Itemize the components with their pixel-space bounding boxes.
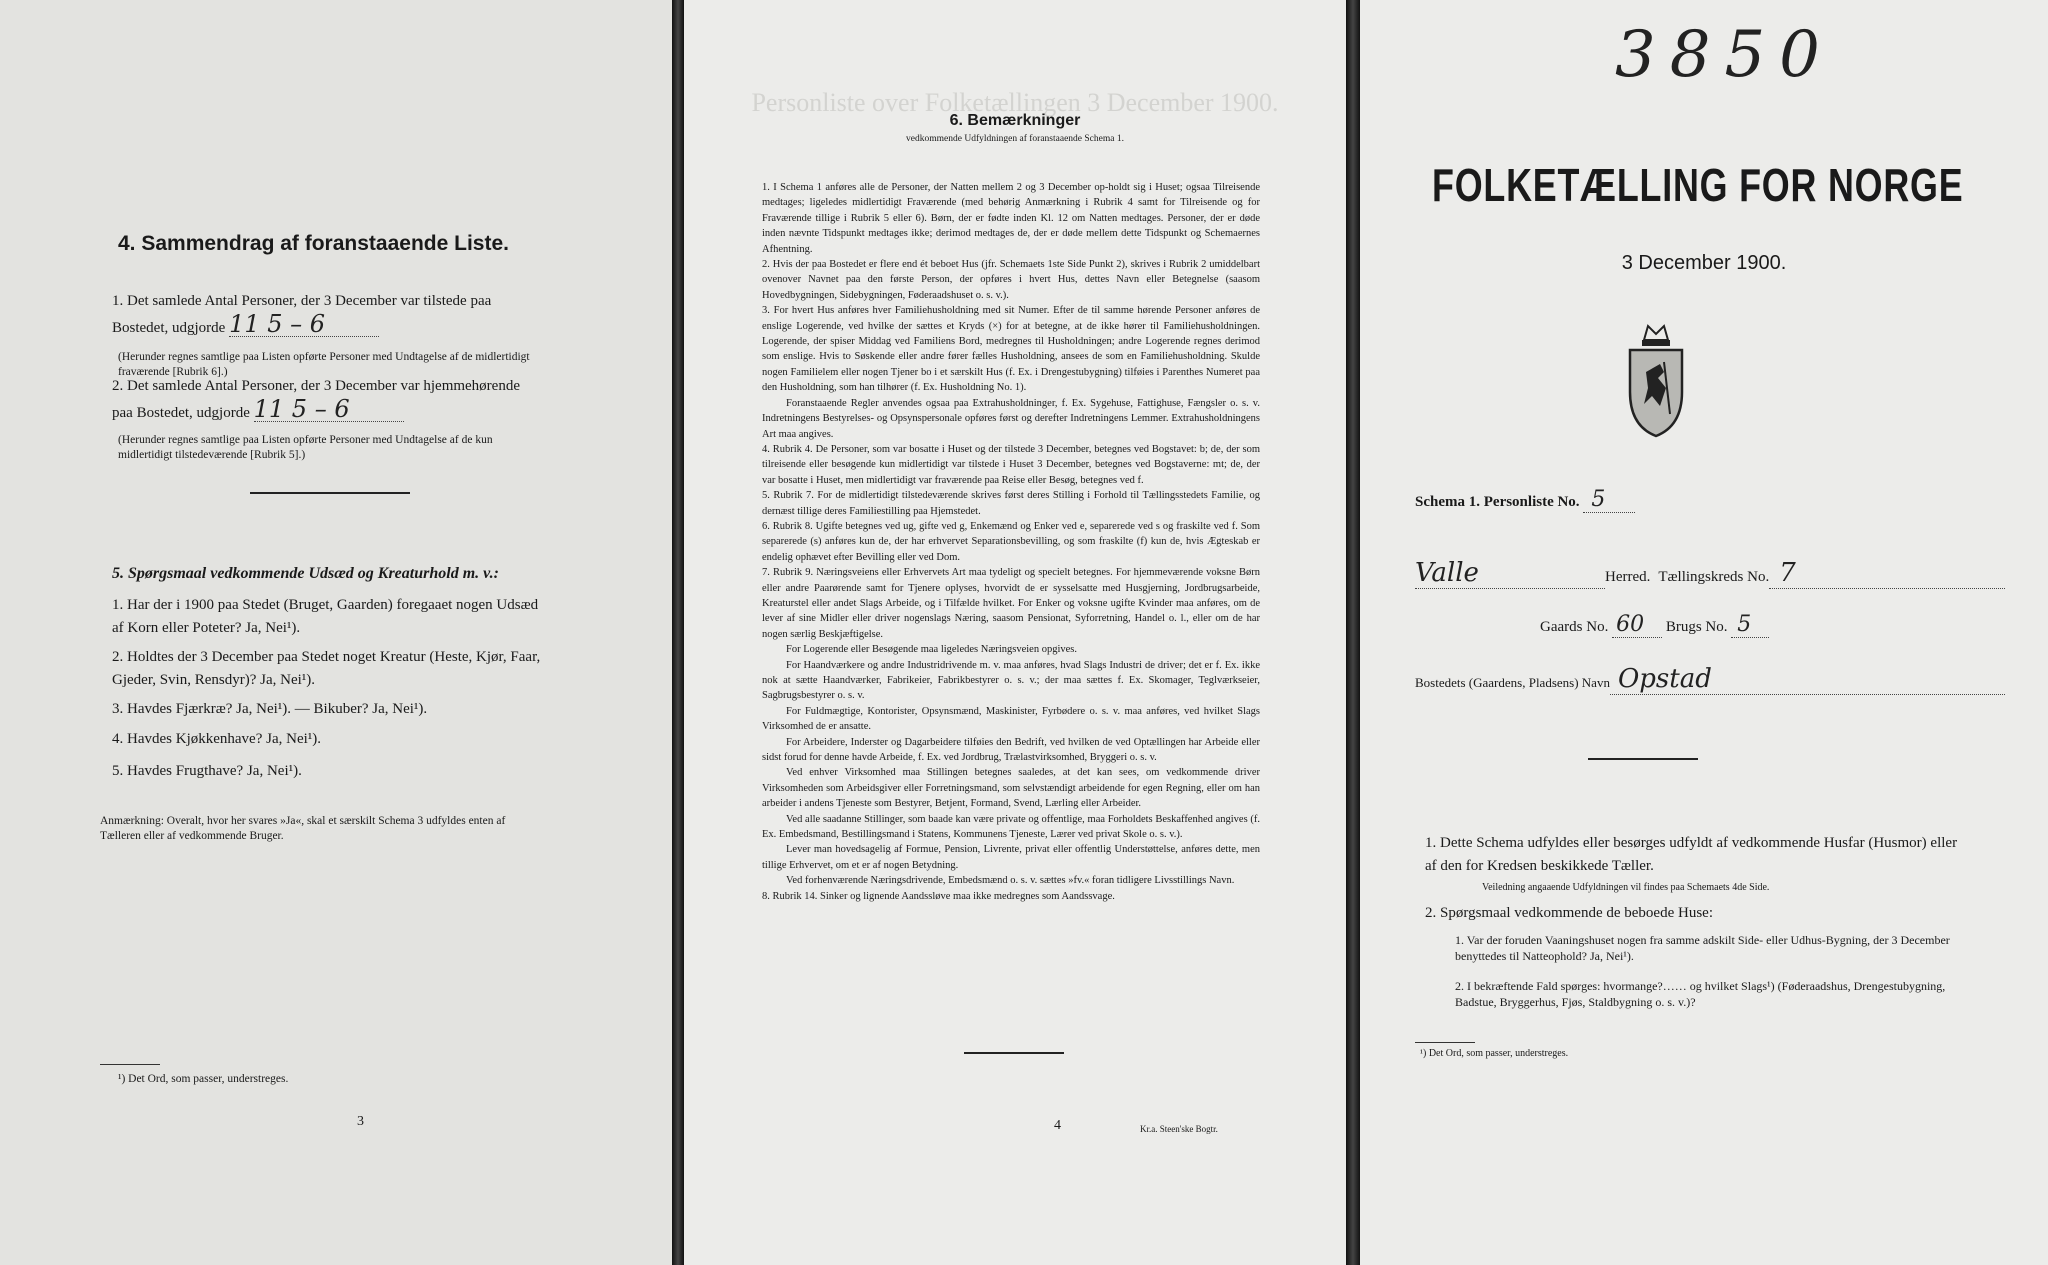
remark-paragraph: Ved forhenværende Næringsdrivende, Embedsmænd o. s. v. sættes »fv.« foran tidligere Livsstillings Navn.: [786, 875, 1235, 887]
archive-number: 3850: [1615, 18, 1834, 92]
divider: [250, 492, 410, 494]
footnote: ¹) Det Ord, som passer, understreges.: [118, 1073, 289, 1085]
page-gutter: [672, 0, 684, 1265]
remark-paragraph: For Haandværkere og andre Industridrivende m. v. maa anføres, hvad Slags Industri de driver; det er f. Ex. ikke nok at sætte Haandværker, Fabrikeier, Fabrikbestyrer o. s. v.; der maa sættes f. Ex. Skomager, Teglværkseier, Sagbrugsbestyrer o. s. v.: [762, 659, 1260, 702]
page-number: 3: [357, 1114, 364, 1129]
question-1: 1. Har der i 1900 paa Stedet (Bruget, Gaarden) foregaaet nogen Udsæd af Korn eller Poteter? Ja, Nei¹).: [112, 597, 539, 636]
question-5: 5. Havdes Frugthave? Ja, Nei¹).: [112, 763, 302, 779]
remark-paragraph: Lever man hovedsagelig af Formue, Pension, Livrente, privat eller offentlig Understøttelse, anføres dette, men tillige Erhvervet, om et er af nogen Betydning.: [762, 844, 1260, 871]
section-5-title: 5. Spørgsmaal vedkommende Udsæd og Kreaturhold m. v.:: [112, 565, 499, 582]
gaards-label: Gaards No.: [1540, 619, 1609, 635]
schema-label: Schema 1. Personliste No.: [1415, 494, 1580, 510]
schema-number: 5: [1583, 487, 1635, 513]
kreds-label: Tællingskreds No.: [1658, 569, 1770, 585]
question-4: 4. Havdes Kjøkkenhave? Ja, Nei¹).: [112, 731, 322, 747]
page-number: 4: [1054, 1118, 1061, 1133]
left-page: [0, 0, 672, 1265]
summary-item-1-value: 11 5 – 6: [229, 313, 379, 337]
divider: [1588, 758, 1698, 760]
footnote-rule: [100, 1064, 160, 1065]
schema-line: [1415, 487, 1635, 512]
remarks-subtitle: vedkommende Udfyldningen af foranstaaende Schema 1.: [906, 134, 1124, 144]
instruction-2-2: 2. I bekræftende Fald spørges: hvormange?…… og hvilket Slags¹) (Føderaadshus, Drengestubygning, Badstue, Bryggerhus, Fjøs, Staldbygning o. s. v.)?: [1455, 979, 1946, 1009]
remark-paragraph: 4. Rubrik 4. De Personer, som var bosatte i Huset og der tilstede 3 December, betegnes ved Bogstavet: b; de, der som tilreisende eller besøgende kun midlertidigt var tilstede i Huset 3 December, betegnes ved Bogstaverne: mt; de, der var bosatte i Huset, men midlertidigt var fraværende paa Reise eller Besøg, betegnes ved f.: [762, 443, 1260, 486]
remark-paragraph: 7. Rubrik 9. Næringsveiens eller Erhvervets Art maa tydeligt og specielt betegnes. For hjemmeværende voksne Børn eller andre Paarørende samt for Tjenere oplyses, hvorvidt de er sysselsatte med Husgjerning, Jordbrugsarbeide, Kreaturstel eller andet Slags Arbeide, og i Tilfælde hvilket. For Enker og voksne ugifte Kvinder maa anføres, om de lever af sine Midler eller driver nogenslags Næring, saasom Pensionat, Syforretning, Handel o. l., eller om de har nogen særlig Beskjæftigelse.: [762, 567, 1260, 640]
brugs-value: 5: [1731, 612, 1769, 638]
herred-value: Valle: [1415, 558, 1605, 589]
herred-label: Herred.: [1605, 569, 1651, 585]
summary-item-1: [112, 290, 537, 340]
page-gutter: [1346, 0, 1360, 1265]
remark-paragraph: For Logerende eller Besøgende maa ligeledes Næringsveien opgives.: [786, 644, 1077, 656]
norway-coat-of-arms-icon: [1624, 322, 1688, 440]
right-page: [1360, 0, 2048, 1265]
remark-paragraph: 5. Rubrik 7. For de midlertidigt tilstedeværende skrives først deres Stilling i Forhold til Tællingsstedets Familie, og dernæst tillige deres Familiestilling paa Hjemstedet.: [762, 490, 1260, 517]
remark-paragraph: 8. Rubrik 14. Sinker og lignende Aandssløve maa ikke medregnes som Aandssvage.: [762, 890, 1115, 902]
kreds-value: 7: [1769, 558, 2005, 589]
instruction-2: 2. Spørgsmaal vedkommende de beboede Huse:: [1425, 905, 1713, 921]
remark-paragraph: 2. Hvis der paa Bostedet er flere end ét beboet Hus (jfr. Schemaets 1ste Side Punkt 2), skrives i Rubrik 2 umiddelbart ovenover Navnet paa den første Person, der opføres i hvert Hus, dettes Navn eller Betegnelse (saasom Hovedbygningen, Sidebygningen, Føderaadshuset o. s. v.).: [762, 259, 1260, 301]
summary-item-2-text: 2. Det samlede Antal Personer, der 3 December var hjemmehørende paa Bostedet, udgjorde: [112, 378, 520, 421]
brugs-label: Brugs No.: [1665, 619, 1728, 635]
remark-paragraph: For Fuldmægtige, Kontorister, Opsynsmænd, Maskinister, Fyrbødere o. s. v. maa anføres, ved hvilket Slags Virksomhed de er ansatte.: [762, 705, 1260, 733]
divider: [964, 1052, 1064, 1054]
bosted-line: [1415, 664, 2005, 695]
footnote-rule: [1415, 1042, 1475, 1043]
herred-line: [1415, 558, 2005, 589]
gaards-value: 60: [1612, 612, 1662, 638]
remark-paragraph: Ved enhver Virksomhed maa Stillingen betegnes saaledes, at det kan sees, om vedkommende driver Virksomheden som Arbeidsgiver eller Forretningsmand, som selvstændigt arbeidende for egen Regning, eller om han arbeider i andens Tjeneste som Bestyrer, Betjent, Formand, Svend, Lærling eller Arbeider.: [762, 767, 1260, 810]
question-3: 3. Havdes Fjærkræ? Ja, Nei¹). — Bikuber? Ja, Nei¹).: [112, 701, 428, 717]
remark-paragraph: 6. Rubrik 8. Ugifte betegnes ved ug, gifte ved g, Enkemænd og Enker ved e, separerede ved s og fraskilte ved f. Som separerede (s) anføres kun de, der har erhvervet Separationsbevilling, og som fraskilte (f) kun de, hvis Ægteskab er endelig ophævet efter Bevilling eller ved Dom.: [762, 520, 1260, 563]
summary-item-1-text: 1. Det samlede Antal Personer, der 3 December var tilstede paa Bostedet, udgjorde: [112, 293, 492, 336]
summary-item-2-note: (Herunder regnes samtlige paa Listen opførte Personer med Undtagelse af de kun midlertidigt tilstedeværende [Rubrik 5].): [118, 434, 493, 461]
remark-paragraph: Ved alle saadanne Stillinger, som baade kan være private og offentlige, maa Forholdets Beskaffenhed angives (f. Ex. Embedsmand, Bestillingsmand i Statens, Kommunens Tjeneste, Lærer ved privat Skole o. s. v.).: [762, 813, 1260, 841]
instruction-1-note: Veiledning angaaende Udfyldningen vil findes paa Schemaets 4de Side.: [1482, 882, 1770, 893]
middle-page: [684, 0, 1346, 1265]
bosted-value: Opstad: [1610, 664, 2005, 695]
remark-paragraph: 1. I Schema 1 anføres alle de Personer, der Natten mellem 2 og 3 December op-holdt sig i Huset; ogsaa Tilreisende medtages; ligeledes midlertidigt Fraværende (med behørig Anmærkning i Rubrik 4 samt for Tilreisende og for Fraværende tillige i Rubrik 5 eller 6). Børn, der er fødte inden Kl. 12 om Natten medtages. Personer, der er døde inden nævnte Tidspunkt medtages ikke; derimod medtages de, der er døde mellem dette Tidspunkt og Schemaernes Afhentning.: [762, 182, 1260, 255]
summary-item-2: [112, 375, 537, 425]
document-title: FOLKETÆLLING FOR NORGE: [1432, 159, 1964, 211]
remarks-body: [762, 180, 1260, 904]
printer-credit: Kr.a. Steen'ske Bogtr.: [1140, 1124, 1218, 1134]
summary-item-1-note: (Herunder regnes samtlige paa Listen opførte Personer med Undtagelse af de midlertidigt fraværende [Rubrik 6].): [118, 351, 530, 378]
census-date: 3 December 1900.: [1621, 252, 1787, 274]
question-2: 2. Holdtes der 3 December paa Stedet noget Kreatur (Heste, Kjør, Faar, Gjeder, Svin, Rensdyr)? Ja, Nei¹).: [112, 649, 541, 688]
remark-paragraph: 3. For hvert Hus anføres hver Familiehusholdning med sit Numer. Efter de til samme hørende Personer anføres de enslige Logerende, ved hvilke der sættes et Kryds (×) for at betegne, at de ikke hører til Familiehusholdningen. Logerende, der spiser Middag ved Familiens Bord, medregnes til Husholdningen; andre Logerende regnes derimod som enslige. Hvis to Søskende eller andre fører fælles Husholdning, ansees de som en Familiehusholdning. Skulde nogen Familielem eller nogen Tjener bo i et særskilt Hus (f. Ex. i Drengestubygning) tilføies i Parenthes Numeret paa den Husholdning, som han tilhører (f. Ex. Husholdning No. 1).: [762, 305, 1260, 394]
remark-paragraph: For Arbeidere, Inderster og Dagarbeidere tilføies den Bedrift, ved hvilken de ved Optællingen har Arbeide eller sidst forud for denne havde Arbeide, f. Ex. ved Jordbrug, Trælastvirksomhed, Bryggeri o. s. v.: [762, 736, 1260, 764]
summary-item-2-value: 11 5 – 6: [254, 398, 404, 422]
faint-show-through: Personliste over Folketællingen 3 December 1900.: [751, 88, 1279, 117]
gaards-line: [1540, 612, 1769, 637]
section-4-title: 4. Sammendrag af foranstaaende Liste.: [118, 232, 509, 255]
footnote: ¹) Det Ord, som passer, understreges.: [1420, 1048, 1569, 1059]
instruction-1: 1. Dette Schema udfyldes eller besørges udfyldt af vedkommende Husfar (Husmor) eller af den for Kredsen beskikkede Tæller.: [1425, 835, 1958, 874]
instruction-2-1: 1. Var der foruden Vaaningshuset nogen fra samme adskilt Side- eller Udhus-Bygning, der 3 December benyttedes til Natteophold? Ja, Nei¹).: [1455, 933, 1950, 963]
remarks-title: 6. Bemærkninger: [949, 112, 1081, 129]
remark-paragraph: Foranstaaende Regler anvendes ogsaa paa Extrahusholdninger, f. Ex. Sygehuse, Fattighuse, Fængsler o. s. v. Indretningens Bestyrelses- og Opsynspersonale opføres først og derefter Indretningens Lemmer. Extrahusholdningens Art maa angives.: [762, 397, 1260, 440]
bosted-label: Bostedets (Gaardens, Pladsens) Navn: [1415, 675, 1610, 690]
remark: Anmærkning: Overalt, hvor her svares »Ja«, skal et særskilt Schema 3 udfyldes enten af Tælleren eller af vedkommende Bruger.: [100, 815, 506, 842]
